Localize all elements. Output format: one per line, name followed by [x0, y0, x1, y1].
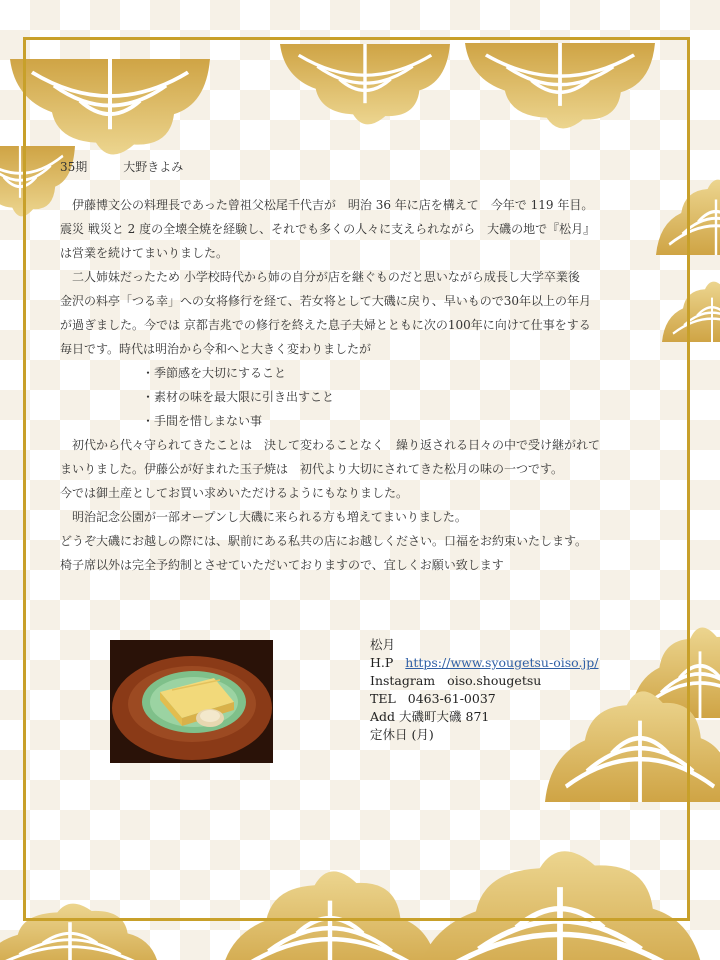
body-line: 毎日です。時代は明治から令和へと大きく変わりましたが: [60, 342, 372, 356]
instagram-handle: oiso.shougetsu: [447, 673, 542, 688]
bullet-item: ・手間を惜しまない事: [142, 414, 263, 428]
body-line: 金沢の料亭「つる幸」への女将修行を経て、若女将として大磯に戻り、早いもので30年以上の年月: [60, 294, 592, 308]
body-line: どうぞ大磯にお越しの際には、駅前にある私共の店にお越しください。口福をお約束いたします。: [60, 534, 588, 548]
address-label: Add: [370, 709, 396, 724]
body-line: 伊藤博文公の料理長であった曾祖父松尾千代吉が 明治 36 年に店を構えて 今年で 119 年目。: [60, 198, 594, 212]
article: [60, 158, 655, 577]
shop-name: 松月: [370, 637, 396, 652]
body-line: 震災 戦災と 2 度の全壊全焼を経験し、それでも多くの人々に支えられながら 大磯の地で『松月』: [60, 222, 596, 236]
author-term: 35期: [60, 160, 88, 174]
tel-number: 0463-61-0037: [407, 691, 496, 706]
address: 大磯町大磯 871: [399, 709, 490, 724]
bullet-item: ・季節感を大切にすること: [142, 366, 287, 380]
holiday: 定休日 (月): [370, 727, 434, 742]
byline: [60, 158, 655, 175]
body-line: 椅子席以外は完全予約制とさせていただいておりますので、宜しくお願い致します: [60, 558, 504, 572]
instagram-row: [370, 672, 599, 690]
bullet-item: ・素材の味を最大限に引き出すこと: [142, 390, 335, 404]
body-line: は営業を続けてまいりました。: [60, 246, 229, 260]
tamagoyaki-photo: [110, 640, 273, 763]
hp-link[interactable]: https://www.syougetsu-oiso.jp/: [405, 655, 599, 670]
body-line: 初代から代々守られてきたことは 決して変わることなく 繰り返される日々の中で受け継がれて: [60, 438, 601, 452]
address-row: [370, 708, 599, 726]
hp-row: [370, 654, 599, 672]
article-body: [60, 193, 655, 577]
shop-info: [370, 636, 599, 744]
body-line: まいりました。伊藤公が好まれた玉子焼は 初代より大切にされてきた松月の味の一つです。: [60, 462, 564, 476]
body-line: が過ぎました。今では 京都吉兆での修行を終えた息子夫婦とともに次の100年に向けて仕事をする: [60, 318, 591, 332]
tel-row: [370, 690, 599, 708]
hp-label: H.P: [370, 655, 394, 670]
tel-label: TEL: [370, 691, 396, 706]
body-line: 明治記念公園が一部オープンし大磯に来られる方も増えてまいりました。: [60, 510, 467, 524]
body-line: 今では御土産としてお買い求めいただけるようにもなりました。: [60, 486, 409, 500]
author-name: 大野きよみ: [123, 160, 184, 174]
instagram-label: Instagram: [370, 673, 436, 688]
body-line: 二人姉妹だったため 小学校時代から姉の自分が店を継ぐものだと思いながら成長し大学卒業後: [60, 270, 580, 284]
